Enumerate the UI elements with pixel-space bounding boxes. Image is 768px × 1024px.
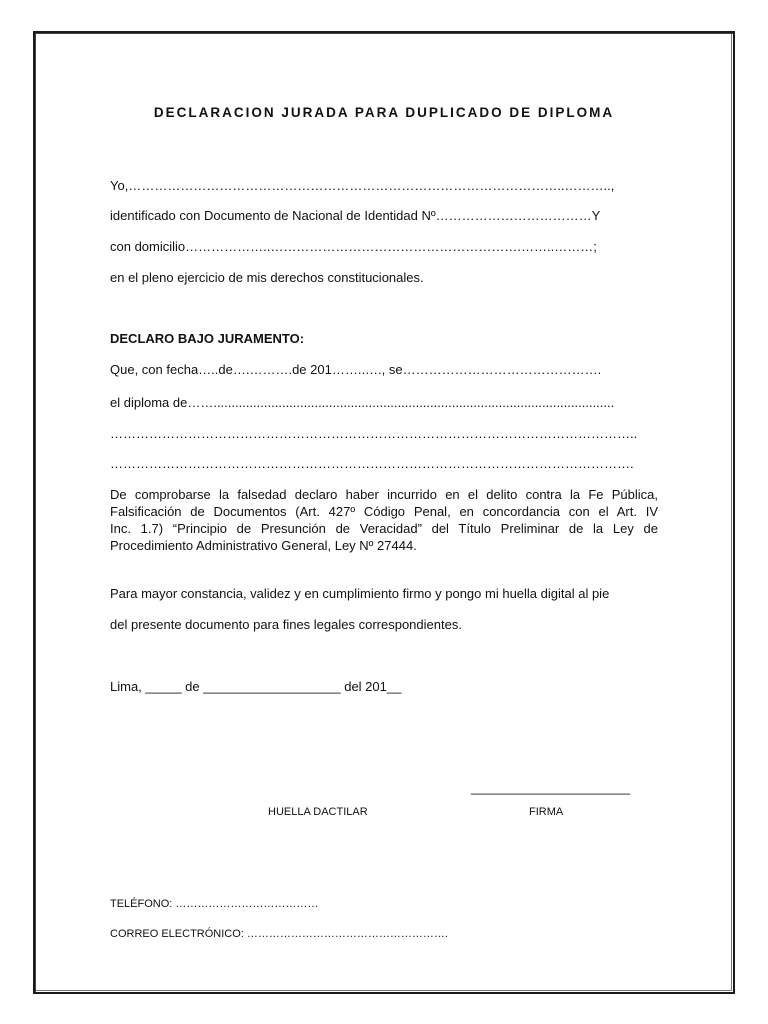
huella-dactilar-label: HUELLA DACTILAR <box>268 806 368 818</box>
declaro-heading: DECLARO BAJO JURAMENTO: <box>110 331 305 346</box>
document-title: DECLARACION JURADA PARA DUPLICADO DE DIPLOMA <box>153 105 615 120</box>
falsedad-line-4: Procedimiento Administrativo General, Ley Nº 27444. <box>110 538 417 553</box>
constancia-line-2: del presente documento para fines legales correspondientes. <box>110 617 462 632</box>
que-fecha-line: Que, con fecha…..de….……….de 201……..…., se………………………………………. <box>110 362 602 377</box>
dotted-line-1: ………………………………………………………………………………………………………….. <box>110 426 638 441</box>
pleno-ejercicio-line: en el pleno ejercicio de mis derechos constitucionales. <box>110 270 424 285</box>
falsedad-line-3: Inc. 1.7) “Principio de Presunción de Veracidad” del Título Preliminar de la Ley de <box>110 521 658 536</box>
domicilio-line: con domicilio………………..………………………………………………….……..………; <box>110 239 597 254</box>
falsedad-line-1: De comprobarse la falsedad declaro haber incurrido en el delito contra la Fe Pública, <box>110 487 658 502</box>
yo-line: Yo,………………………………………………………………………………………..……….., <box>110 178 615 193</box>
falsedad-line-2: Falsificación de Documentos (Art. 427º Código Penal, en concordancia con el Art. IV <box>110 504 658 519</box>
constancia-line-1: Para mayor constancia, validez y en cumplimiento firmo y pongo mi huella digital al pie <box>110 586 610 601</box>
falsedad-paragraph <box>110 486 658 554</box>
diploma-line: el diploma de……............................................................................................................... <box>110 395 615 410</box>
firma-label: FIRMA <box>529 806 564 818</box>
telefono-line: TELÉFONO: ………………………………… <box>110 898 319 910</box>
signature-line: ______________________ <box>471 780 631 795</box>
lugar-fecha-line: Lima, _____ de ___________________ del 201__ <box>110 679 402 694</box>
correo-line: CORREO ELECTRÓNICO: ………………………………………………. <box>110 928 448 940</box>
identificado-line: identificado con Documento de Nacional de Identidad Nº………………………………Y <box>110 208 601 223</box>
dotted-line-2: …………………………………………………………………………………………………………. <box>110 456 634 471</box>
